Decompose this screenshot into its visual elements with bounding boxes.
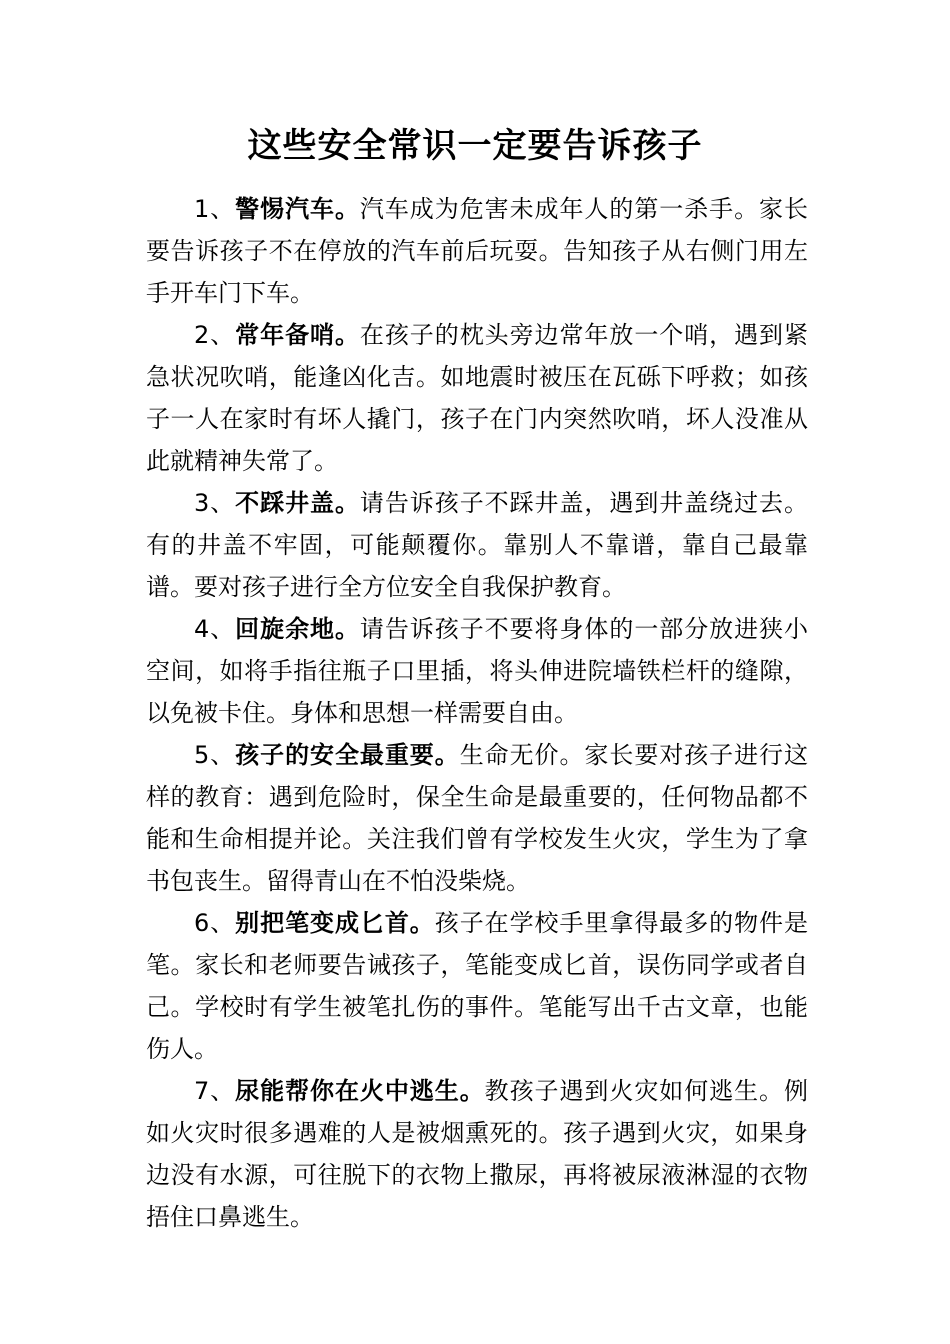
item-number: 7、 [194, 1077, 236, 1105]
item-heading: 孩子的安全最重要。 [235, 741, 460, 769]
paragraph-5 [146, 734, 808, 902]
item-number: 1、 [194, 195, 236, 223]
paragraph-1 [146, 188, 808, 314]
item-text: 教孩子遇到火灾如何逃生。例如火灾时很多遇难的人是被烟熏死的。孩子遇到火灾，如果身边没有水源，可往脱下的衣物上撒尿，再将被尿液淋湿的衣物捂住口鼻逃生。 [146, 1077, 808, 1231]
item-number: 6、 [194, 909, 236, 937]
item-number: 4、 [194, 615, 236, 643]
paragraph-3 [146, 482, 808, 608]
item-heading: 警惕汽车。 [235, 195, 360, 223]
item-text: 在孩子的枕头旁边常年放一个哨，遇到紧急状况吹哨，能逢凶化吉。如地震时被压在瓦砾下呼救；如孩子一人在家时有坏人撬门，孩子在门内突然吹哨，坏人没准从此就精神失常了。 [146, 321, 808, 475]
item-text: 生命无价。家长要对孩子进行这样的教育：遇到危险时，保全生命是最重要的，任何物品都不能和生命相提并论。关注我们曾有学校发生火灾，学生为了拿书包丧生。留得青山在不怕没柴烧。 [146, 741, 809, 895]
item-heading: 回旋余地。 [235, 615, 360, 643]
item-number: 2、 [194, 321, 236, 349]
item-number: 5、 [194, 741, 236, 769]
paragraph-7 [146, 1070, 808, 1238]
item-text: 请告诉孩子不要将身体的一部分放进狭小空间，如将手指往瓶子口里插，将头伸进院墙铁栏杆的缝隙，以免被卡住。身体和思想一样需要自由。 [146, 615, 808, 727]
item-number: 3、 [194, 489, 236, 517]
item-text: 请告诉孩子不踩井盖，遇到井盖绕过去。有的井盖不牢固，可能颠覆你。靠别人不靠谱，靠自己最靠谱。要对孩子进行全方位安全自我保护教育。 [146, 489, 808, 601]
paragraph-2 [146, 314, 808, 482]
paragraph-4 [146, 608, 808, 734]
paragraph-6 [146, 902, 808, 1070]
item-text: 孩子在学校手里拿得最多的物件是笔。家长和老师要告诫孩子，笔能变成匕首，误伤同学或者自己。学校时有学生被笔扎伤的事件。笔能写出千古文章，也能伤人。 [146, 909, 809, 1063]
item-heading: 常年备哨。 [235, 321, 360, 349]
item-text: 汽车成为危害未成年人的第一杀手。家长要告诉孩子不在停放的汽车前后玩耍。告知孩子从右侧门用左手开车门下车。 [146, 195, 808, 307]
item-heading: 别把笔变成匕首。 [235, 909, 435, 937]
document-body [146, 188, 808, 1238]
item-heading: 不踩井盖。 [235, 489, 360, 517]
document-title: 这些安全常识一定要告诉孩子 [247, 126, 703, 166]
item-heading: 尿能帮你在火中逃生。 [235, 1077, 485, 1105]
